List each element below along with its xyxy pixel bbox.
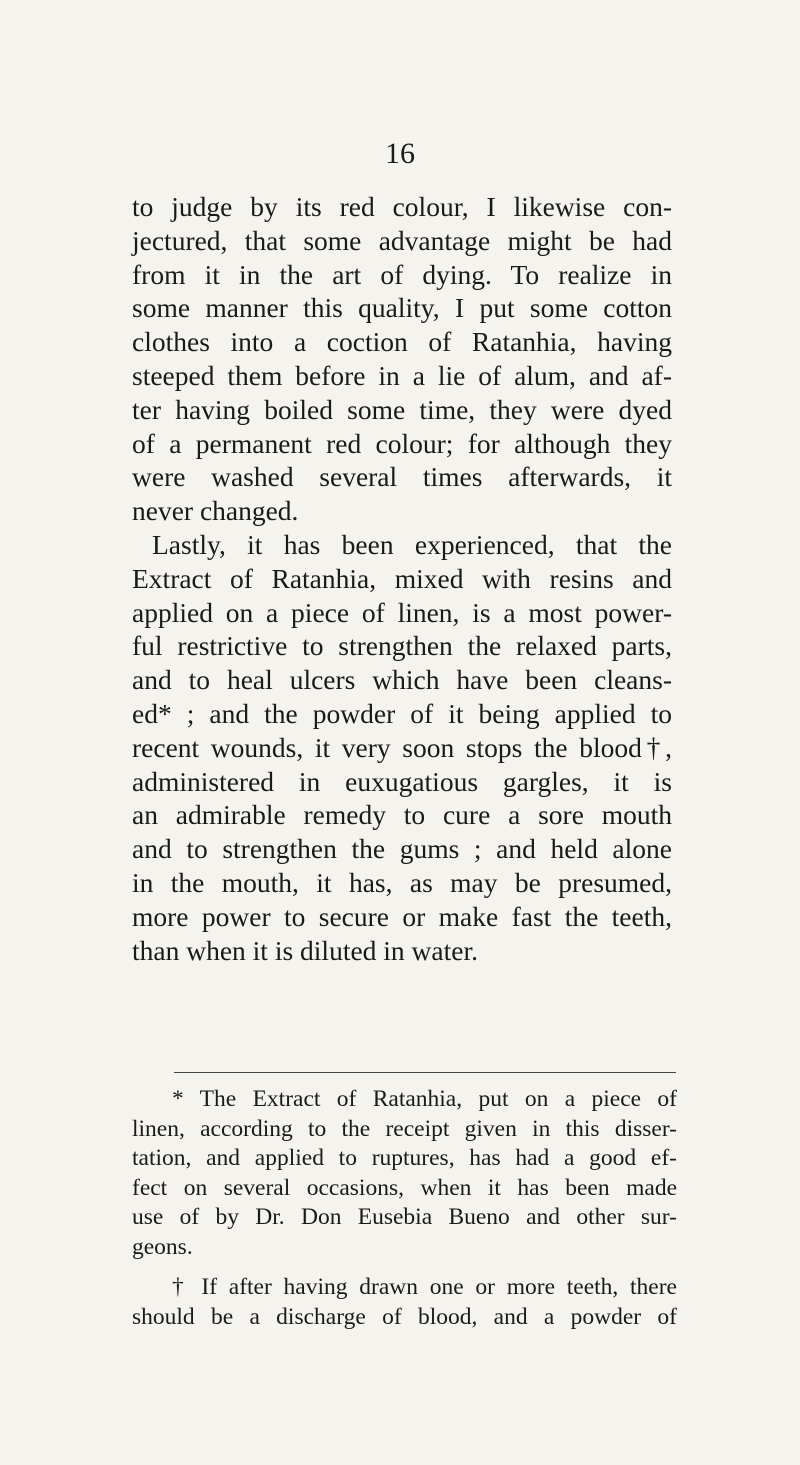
footnote-line: * The Extract of Ratanhia, put on a piece of [172,1086,677,1112]
body-line: than when it is diluted in water. [132,934,478,966]
footnote-line: tation, and applied to ruptures, has had a good ef- [132,1145,677,1171]
body-line: an admirable remedy to cure a sore mouth [132,799,672,831]
body-line: steeped them before in a lie of alum, and af- [132,359,672,391]
footnote-line: linen, according to the receipt given in this disser- [132,1115,677,1142]
body-line: of a permanent red colour; for although they [132,427,672,459]
footnote-line: fect on several occasions, when it has been made [132,1174,677,1201]
body-line: and to strengthen the gums ; and held alone [132,833,672,865]
body-line: ter having boiled some time, they were dyed [132,393,672,425]
body-text [132,190,672,967]
body-line: from it in the art of dying. To realize in [132,258,672,290]
body-line: some manner this quality, I put some cotton [132,292,672,324]
footnote-line: should be a discharge of blood, and a powder of [132,1303,677,1330]
footnote-line: † If after having drawn one or more teeth, there [172,1274,677,1300]
footnotes [132,1085,677,1332]
body-line: more power to secure or make fast the teeth, [132,900,672,932]
footnote-line: geons. [132,1233,193,1260]
body-line: ed* ; and the powder of it being applied to [132,697,672,729]
body-line: Lastly, it has been experienced, that the [152,528,672,560]
body-line: recent wounds, it very soon stops the blood†, [132,731,672,763]
body-line: and to heal ulcers which have been cleans- [132,664,672,696]
body-line: applied on a piece of linen, is a most power- [132,596,672,628]
body-line: in the mouth, it has, as may be presumed, [132,866,672,898]
body-line: were washed several times afterwards, it [132,461,672,493]
body-line: administered in euxugatious gargles, it is [132,765,672,797]
footnote-divider [174,1072,676,1073]
body-line: ful restrictive to strengthen the relaxed parts, [132,630,672,662]
body-line: jectured, that some advantage might be had [132,224,672,256]
body-line: to judge by its red colour, I likewise con- [132,191,672,222]
body-line: Extract of Ratanhia, mixed with resins and [132,562,672,594]
body-line: never changed. [132,495,299,527]
footnote-gap [132,1262,677,1273]
page-number: 16 [385,137,415,170]
body-line: clothes into a coction of Ratanhia, having [132,326,672,358]
footnote-line: use of by Dr. Don Eusebia Bueno and other sur- [132,1204,677,1230]
